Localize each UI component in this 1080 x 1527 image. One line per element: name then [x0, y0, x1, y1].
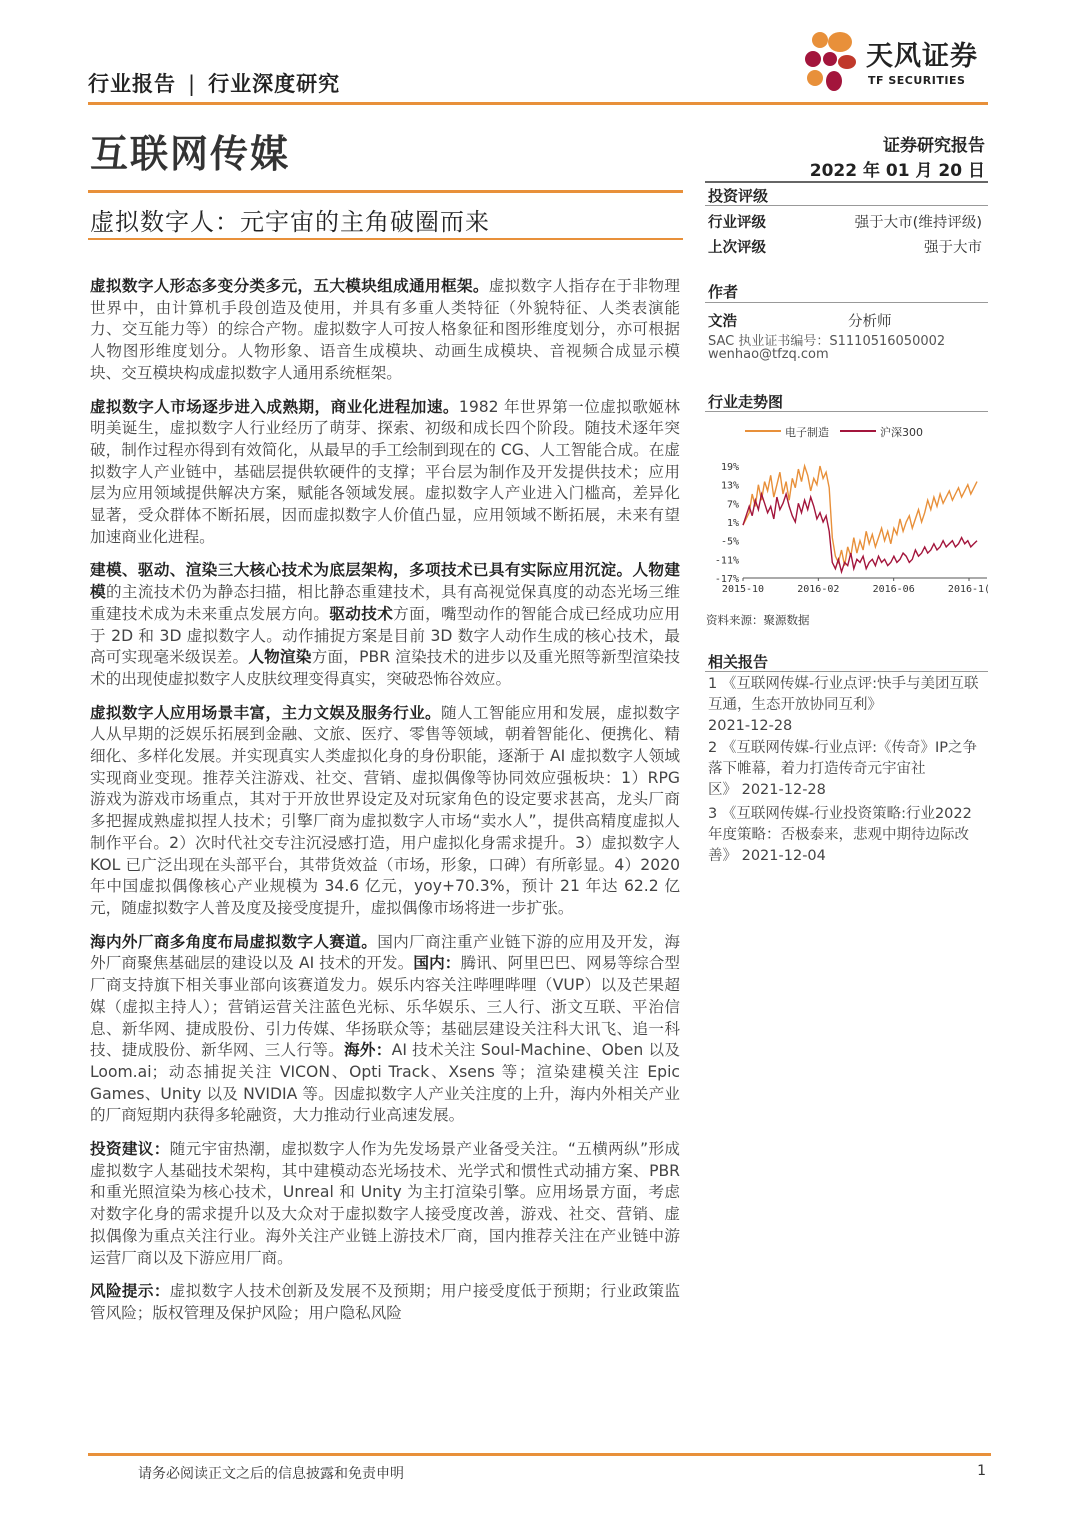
paragraph-lead: 虚拟数字人市场逐步进入成熟期，商业化进程加速。 [90, 397, 459, 416]
paragraph-text: 虚拟数字人指存在于非物理世界中，由计算机手段创造及使用，并具有多重人类特征（外貌特征、人类表演能力、交互能力等）的综合产物。虚拟数字人可按人格象征和图形维度划分，亦可根据人物图形维度划分。人物形象、语音生成模块、动画生成模块、音视频合成显示模块、交互模块构成虚拟数字人通用系统框架。 [90, 277, 680, 382]
related-report-title: 《互联网传媒-行业点评:快手与美团互联互通，生态开放协同互利》 [708, 676, 979, 713]
logo-chinese-name: 天风证券 [866, 41, 978, 72]
subtitle-top-rule [88, 190, 683, 193]
paragraph-investment [90, 1139, 680, 1269]
related-report-2[interactable] [708, 738, 986, 801]
paragraph-lead: 海内外厂商多角度布局虚拟数字人赛道。 [90, 932, 378, 951]
trend-chart-title: 行业走势图 [708, 393, 784, 411]
related-report-1[interactable] [708, 674, 986, 737]
previous-rating-value: 强于大市 [924, 240, 982, 256]
rating-top-rule [705, 181, 988, 183]
previous-rating-row [708, 236, 986, 257]
rating-rule [705, 205, 988, 206]
y-tick-label: 19% [720, 462, 739, 473]
footer-disclaimer: 请务必阅读正文之后的信息披露和免责申明 [138, 1466, 404, 1482]
author-row [708, 310, 986, 331]
industry-rating-row [708, 211, 986, 232]
y-tick-label: -5% [720, 536, 739, 548]
x-tick-label: 2016-06 [872, 584, 915, 595]
footer-divider [88, 1453, 991, 1456]
category-separator: | [188, 72, 197, 96]
legend-label: 电子制造 [785, 426, 829, 439]
paragraph-lead: 风险提示： [90, 1282, 170, 1301]
related-report-number: 1 [708, 676, 718, 692]
paragraph-lead: 投资建议： [90, 1140, 170, 1159]
related-report-number: 2 [708, 740, 718, 756]
paragraph-applications [90, 703, 680, 920]
author-email[interactable]: wenhao@tfzq.com [708, 347, 829, 362]
report-subtitle: 虚拟数字人：元宇宙的主角破圈而来 [90, 208, 490, 236]
y-tick-label: -17% [714, 574, 739, 585]
logo-flower-icon [800, 26, 862, 96]
x-tick-label: 2016-02 [797, 584, 840, 595]
paragraph-lead: 虚拟数字人形态多变分类多元，五大模块组成通用框架。 [90, 277, 489, 295]
header-divider [88, 102, 988, 105]
trend-rule [705, 411, 988, 412]
segment-text: 方面，嘴型动作的智能合成已经成功应用于 2D 和 3D 虚拟数字人。动作捕捉方案是目前 3D 数字人动作生成的核心技术，最高可实现毫米级误差。 [90, 604, 680, 667]
segment-bold: 人物渲染 [248, 648, 312, 667]
paragraph-lead: 建模、驱动、渲染三大核心技术为底层架构，多项技术已具有实际应用沉淀。 [90, 561, 633, 580]
paragraph-text: 1982 年世界第一位虚拟歌姬林明美诞生，虚拟数字人行业经历了萌芽、探索、初级和成长四个阶段。随技术逐年突破，制作过程亦得到有效简化，从最早的手工绘制到现在的 CG、人工智能合成。在虚拟数字人产业链中，基础层提供软硬件的支撑；平台层为制作及开发提供技术；应用层为应用领域提供解决方案，赋能各领域发展。虚拟数字人产业进入门槛高，差异化显著，受众群体不断拓展，因而虚拟数字人价值凸显，应用领域不断拓展，未来有望加速商业化进程。 [90, 397, 680, 546]
segment-text: 国内厂商注重产业链下游的应用及开发，海外厂商聚焦基础层的建设以及 AI 技术的开发。 [90, 932, 680, 973]
author-title: 作者 [708, 283, 739, 301]
related-reports-title: 相关报告 [708, 653, 769, 671]
segment-text: AI 技术关注 Soul-Machine、Oben 以及 Loom.ai；动态捕捉关注 VICON、Opti Track、Xsens 等；渲染建模关注 Epic Games、Unity 以及 NVIDIA 等。因虚拟数字人产业关注度的上升，海内外相关产业的厂商短期内获得多轮融资，大力推动行业高速发展。 [90, 1041, 680, 1125]
paragraph-technology [90, 560, 680, 690]
company-logo [800, 26, 990, 96]
industry-rating-value: 强于大市(维持评级) [854, 215, 982, 231]
y-tick-label: 1% [726, 518, 739, 529]
paragraph-text: 随人工智能应用和发展，虚拟数字人从早期的泛娱乐拓展到金融、文旅、医疗、零售等领域，朝着智能化、便携化、精细化、多样化发展。并实现真实人类虚拟化身的身份职能，逐渐于 AI 虚拟数字人领域实现商业变现。推荐关注游戏、社交、营销、虚拟偶像等协同效应强板块：1）RPG 游戏为游戏市场重点，其对于开放世界设定及对玩家角色的设定要求甚高，龙头厂商多把握成熟虚拟捏人技术；引擎厂商为虚拟数字人市场“卖水人”，提供高精度虚拟人制作平台。2）次时代社交专注沉浸感打造，用户虚拟化身需求提升。3）虚拟数字人 KOL 已广泛出现在头部平台，其带货效益（市场，形象，口碑）有所彰显。4）2020 年中国虚拟偶像核心产业规模为 34.6 亿元，yoy+70.3%，预计 21 年达 62.2 亿元，随虚拟数字人普及度及接受度提升，虚拟偶像市场将进一步扩张。 [90, 703, 680, 917]
segment-bold: 海外： [344, 1041, 392, 1060]
subtitle-bottom-rule [88, 238, 683, 240]
paragraph-lead: 虚拟数字人应用场景丰富，主力文娱及服务行业。 [90, 703, 442, 722]
related-report-title: 《互联网传媒-行业点评:《传奇》IP之争落下帷幕，着力打造传奇元宇宙社区》 [708, 740, 977, 798]
paragraph-market [90, 397, 680, 549]
segment-bold: 国内： [413, 954, 461, 973]
series-line [743, 494, 977, 572]
paragraph-vendors [90, 932, 680, 1127]
series-line [743, 466, 977, 566]
legend-label: 沪深300 [880, 426, 923, 439]
category-label: 行业报告 [88, 72, 176, 96]
y-tick-label: 13% [720, 480, 739, 492]
y-tick-label: -11% [714, 555, 739, 567]
related-rule [705, 671, 988, 672]
trend-chart-svg [705, 416, 988, 598]
related-report-3[interactable] [708, 804, 986, 867]
related-report-date: 2021-12-28 [708, 718, 793, 734]
related-report-date: 2021-12-04 [741, 848, 826, 864]
previous-rating-label: 上次评级 [708, 240, 766, 256]
paragraph-risk [90, 1281, 680, 1324]
related-report-title: 《互联网传媒-行业投资策略:行业2022 年度策略：否极泰来，悲观中期待边际改善》 [708, 806, 972, 864]
segment-text: 腾讯、阿里巴巴、网易等综合型厂商支持旗下相关事业部向该赛道发力。娱乐内容关注哔哩哔哩（VUP）以及芒果超媒（虚拟主持人）；营销运营关注蓝色光标、乐华娱乐、三人行、浙文互联、平治信息、新华网、捷成股份、引力传媒、华扬联众等；基础层建设关注科大讯飞、追一科技、捷成股份、新华网、三人行等。 [90, 954, 680, 1060]
paragraph-framework [90, 276, 680, 385]
rating-title: 投资评级 [708, 187, 769, 205]
x-tick-label: 2015-10 [721, 584, 765, 595]
author-rule [705, 302, 988, 303]
x-tick-label: 2016-1( [947, 584, 988, 595]
paragraph-text: 虚拟数字人技术创新及发展不及预期；用户接受度低于预期；行业政策监管风险；版权管理及保护风险；用户隐私风险 [90, 1282, 680, 1322]
sac-label: SAC 执业证书编号： [708, 334, 830, 349]
industry-title: 互联网传媒 [90, 132, 291, 176]
trend-chart [705, 416, 988, 598]
chart-source: 资料来源：聚源数据 [706, 613, 810, 627]
report-category [88, 68, 340, 98]
segment-bold: 驱动技术 [329, 604, 394, 623]
sac-number: S1110516050002 [829, 334, 946, 349]
main-body [90, 276, 680, 1337]
author-role: 分析师 [848, 314, 892, 330]
page-number: 1 [977, 1463, 986, 1479]
logo-english-name: TF SECURITIES [868, 74, 966, 87]
y-tick-label: 7% [726, 499, 739, 511]
segment-text: 方面，PBR 渲染技术的进步以及重光照等新型渲染技术的出现使虚拟数字人皮肤纹理变得真实，突破恐怖谷效应。 [90, 648, 680, 688]
paragraph-text: 随元宇宙热潮，虚拟数字人作为先发场景产业备受关注。“五横两纵”形成虚拟数字人基础技术架构，其中建模动态光场技术、光学式和惯性式动捕方案、PBR 和重光照渲染为核心技术，Unreal 和 Unity 为主打渲染引擎。应用场景方面，考虑对数字化身的需求提升以及大众对于虚拟数字人接受度改善，游戏、社交、营销、虚拟偶像为重点关注行业。海外关注产业链上游技术厂商，国内推荐关注在产业链中游运营厂商以及下游应用厂商。 [90, 1140, 680, 1267]
related-report-date: 2021-12-28 [741, 782, 826, 798]
segment-text: 的主流技术仍为静态扫描，相比静态重建技术，具有高视觉保真度的动态光场三维重建技术成为未来重点发展方向。 [90, 583, 680, 623]
related-report-number: 3 [708, 806, 718, 822]
author-name: 文浩 [708, 314, 737, 330]
industry-rating-label: 行业评级 [708, 215, 766, 231]
report-date: 2022 年 01 月 20 日 [809, 161, 985, 181]
report-type: 证券研究报告 [883, 136, 985, 156]
segment-bold: 人物建模 [90, 561, 680, 602]
subcategory-label: 行业深度研究 [208, 72, 341, 96]
